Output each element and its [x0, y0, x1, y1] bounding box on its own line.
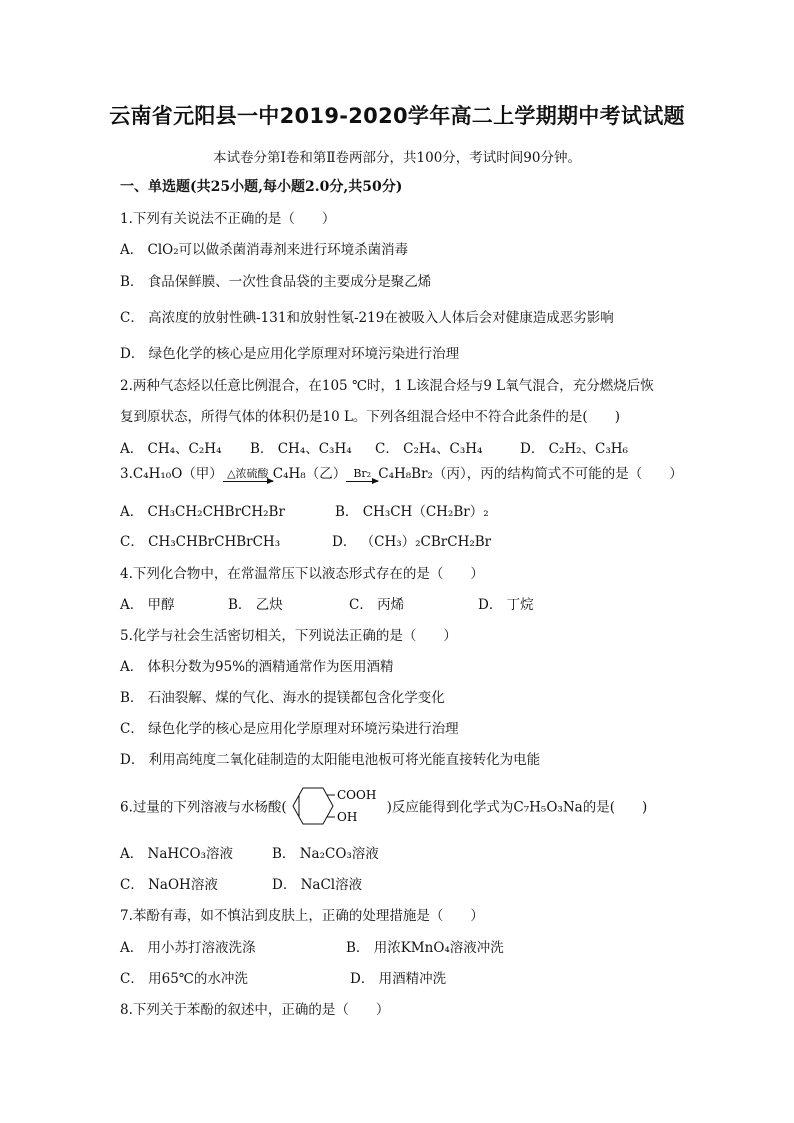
- question-7-option-d: D． 用酒精冲洗: [350, 971, 447, 987]
- question-6-option-c: C． NaOH溶液: [120, 877, 218, 893]
- question-7-stem: 7.苯酚有毒，如不慎沾到皮肤上，正确的处理措施是（ ）: [120, 908, 484, 924]
- question-6-option-b: B． Na₂CO₃溶液: [272, 846, 379, 862]
- arrow-icon: [346, 481, 378, 482]
- question-1-option-d: D． 绿色化学的核心是应用化学原理对环境污染进行治理: [120, 346, 460, 362]
- question-2-option-c: C． C₂H₄、C₃H₄: [375, 441, 483, 457]
- reaction-condition-1: △浓硫酸: [227, 467, 269, 480]
- benzene-ring-icon: [287, 784, 387, 828]
- question-4-option-b: B． 乙炔: [228, 597, 283, 613]
- question-1-option-b: B． 食品保鲜膜、一次性食品袋的主要成分是聚乙烯: [120, 274, 432, 290]
- question-2-stem-line-2: 复到原状态，所得气体的体积仍是10 L。下列各组混合烃中不符合此条件的是( ): [120, 409, 620, 425]
- oh-group-label: OH: [336, 810, 357, 824]
- question-6-option-d: D． NaCl溶液: [272, 877, 363, 893]
- q6-stem-part-1: 6.过量的下列溶液与水杨酸(: [120, 799, 287, 816]
- page-title: 云南省元阳县一中2019-2020学年高二上学期期中考试试题: [109, 104, 685, 128]
- question-2-stem-line-1: 2.两种气态烃以任意比例混合，在105 ℃时，1 L该混合烃与9 L氧气混合，充分燃烧后恢: [120, 378, 654, 394]
- question-3-option-b: B． CH₃CH（CH₂Br）₂: [335, 504, 489, 520]
- arrow-icon: [223, 481, 273, 482]
- question-2-option-a: A． CH₄、C₂H₄: [120, 441, 222, 457]
- question-4-option-a: A． 甲醇: [120, 597, 175, 613]
- reaction-condition-2: Br₂: [353, 467, 372, 480]
- question-2-option-d: D． C₂H₂、C₃H₆: [520, 441, 628, 457]
- question-7-option-b: B． 用浓KMnO₄溶液冲洗: [346, 940, 504, 956]
- question-7-option-c: C． 用65℃的水冲洗: [120, 971, 248, 987]
- question-5-stem: 5.化学与社会生活密切相关，下列说法正确的是（ ）: [120, 628, 457, 644]
- question-5-option-d: D． 利用高纯度二氧化硅制造的太阳能电池板可将光能直接转化为电能: [120, 752, 541, 768]
- q3-intermediate: C₄H₈（乙）: [272, 466, 347, 482]
- question-3-stem: [120, 462, 683, 482]
- question-4-stem: 4.下列化合物中，在常温常压下以液态形式存在的是（ ）: [120, 566, 484, 582]
- salicylic-acid-structure: [287, 784, 387, 832]
- q3-product-text: C₄H₈Br₂（丙），丙的结构简式不可能的是（ ）: [378, 466, 683, 482]
- reaction-arrow-2: [346, 468, 378, 482]
- question-5-option-a: A． 体积分数为95%的酒精通常作为医用酒精: [120, 659, 394, 675]
- question-3-option-d: D． （CH₃）₂CBrCH₂Br: [332, 534, 492, 550]
- question-1-option-c: C． 高浓度的放射性碘-131和放射性氡-219在被吸入人体后会对健康造成恶劣影响: [120, 310, 614, 326]
- question-4-option-d: D． 丁烷: [478, 597, 534, 613]
- question-4-option-c: C． 丙烯: [349, 597, 405, 613]
- section-heading: 一、单选题(共25小题,每小题2.0分,共50分): [120, 179, 403, 195]
- reaction-arrow-1: [223, 468, 273, 482]
- question-6-option-a: A． NaHCO₃溶液: [120, 846, 233, 862]
- question-6-stem: [120, 784, 647, 832]
- question-3-option-a: A． CH₃CH₂CHBrCH₂Br: [120, 504, 285, 520]
- question-3-option-c: C． CH₃CHBrCHBrCH₃: [120, 534, 281, 550]
- question-1-stem: 1.下列有关说法不正确的是（ ）: [120, 211, 336, 227]
- question-5-option-b: B． 石油裂解、煤的气化、海水的提镁都包含化学变化: [120, 690, 445, 706]
- question-7-option-a: A． 用小苏打溶液洗涤: [120, 940, 256, 956]
- question-8-stem: 8.下列关于苯酚的叙述中，正确的是（ ）: [120, 1002, 390, 1018]
- cooh-group-label: COOH: [336, 788, 376, 802]
- question-2-option-b: B． CH₄、C₃H₄: [250, 441, 352, 457]
- q6-stem-part-2: )反应能得到化学式为C₇H₅O₃Na的是( ): [386, 799, 648, 816]
- question-5-option-c: C． 绿色化学的核心是应用化学原理对环境污染进行治理: [120, 721, 459, 737]
- q3-reactant: 3.C₄H₁₀O（甲）: [120, 466, 223, 482]
- exam-instructions: 本试卷分第Ⅰ卷和第Ⅱ卷两部分，共100分，考试时间90分钟。: [213, 150, 581, 166]
- question-1-option-a: A． ClO₂可以做杀菌消毒剂来进行环境杀菌消毒: [120, 242, 409, 258]
